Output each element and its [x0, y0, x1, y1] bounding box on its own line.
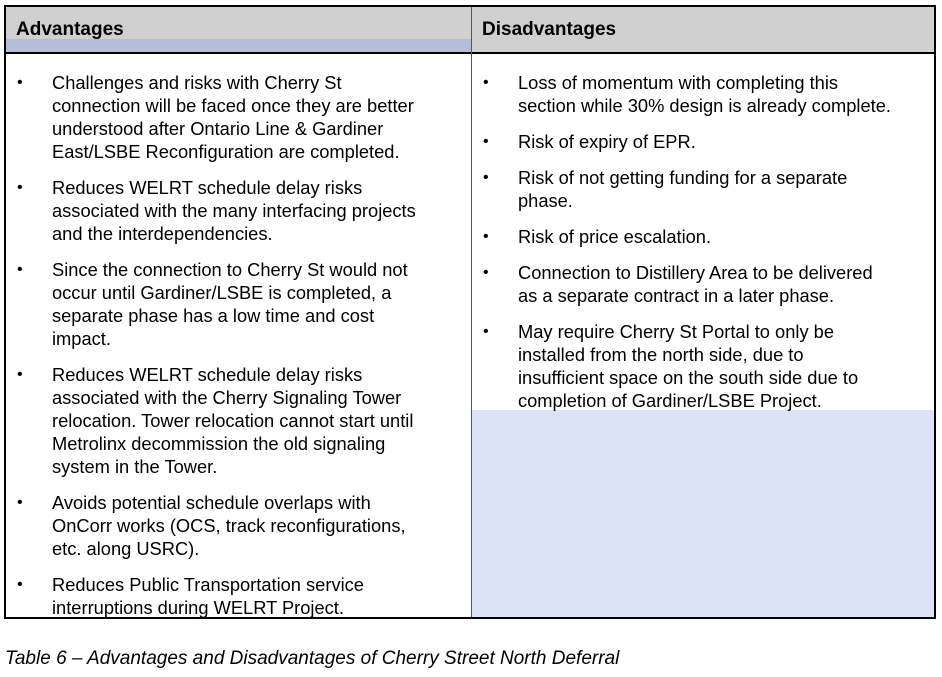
advantage-item [6, 258, 471, 350]
bullet-icon: • [17, 74, 23, 91]
bullet-icon: • [17, 576, 23, 593]
bullet-icon: • [17, 366, 23, 383]
disadvantages-column [472, 7, 934, 617]
advantage-item [6, 573, 471, 619]
disadvantage-item [472, 225, 934, 248]
advantages-header-title: Advantages [16, 19, 124, 40]
list-item-text: Reduces WELRT schedule delay risks associated with the many interfacing projects and the interdependencies. [52, 177, 416, 244]
disadvantages-header-title: Disadvantages [482, 19, 617, 40]
advantages-column [6, 7, 472, 617]
bullet-icon: • [17, 494, 23, 511]
list-item-text: Since the connection to Cherry St would not occur until Gardiner/LSBE is completed, a separate phase has a low time and cost impact. [52, 259, 408, 349]
disadvantages-header [472, 7, 934, 54]
advantage-item [6, 491, 471, 560]
list-item-text: Loss of momentum with completing this section while 30% design is already complete. [518, 72, 891, 116]
disadvantage-item [472, 320, 934, 412]
list-item-text: May require Cherry St Portal to only be installed from the north side, due to insufficient space on the south side due to completion of Gardiner/LSBE Project. [518, 321, 859, 411]
bullet-icon: • [17, 179, 23, 196]
bullet-icon: • [483, 264, 489, 281]
table-caption: Table 6 – Advantages and Disadvantages of Cherry Street North Deferral [5, 648, 620, 669]
disadvantage-item [472, 166, 934, 212]
list-item-text: Risk of not getting funding for a separate phase. [518, 167, 848, 211]
advantages-cell [6, 54, 471, 617]
disadvantages-list [472, 71, 934, 425]
disadvantage-item [472, 261, 934, 307]
disadvantages-cell [472, 54, 934, 617]
list-item-text: Avoids potential schedule overlaps with OnCorr works (OCS, track reconfigurations, etc. along USRC). [52, 492, 406, 559]
bullet-icon: • [483, 74, 489, 91]
advantage-item [6, 176, 471, 245]
disadvantage-item [472, 71, 934, 117]
list-item-text: Reduces WELRT schedule delay risks associated with the Cherry Signaling Tower relocation. Tower relocation cannot start until Metrolinx decommission the old signaling system in the Tower. [52, 364, 414, 477]
shaded-cell-area [472, 410, 934, 617]
bullet-icon: • [483, 169, 489, 186]
bullet-icon: • [483, 133, 489, 150]
disadvantage-item [472, 130, 934, 153]
list-item-text: Challenges and risks with Cherry St connection will be faced once they are better understood after Ontario Line & Gardiner East/LSBE Reconfiguration are completed. [52, 72, 414, 162]
advantages-list [6, 71, 471, 632]
bullet-icon: • [483, 323, 489, 340]
list-item-text: Risk of price escalation. [518, 226, 712, 247]
advantage-item [6, 71, 471, 163]
list-item-text: Risk of expiry of EPR. [518, 131, 696, 152]
list-item-text: Connection to Distillery Area to be delivered as a separate contract in a later phase. [518, 262, 873, 306]
advantages-header [6, 7, 471, 54]
advantages-disadvantages-table [4, 5, 936, 619]
bullet-icon: • [483, 228, 489, 245]
bullet-icon: • [17, 261, 23, 278]
advantage-item [6, 363, 471, 478]
list-item-text: Reduces Public Transportation service interruptions during WELRT Project. [52, 574, 364, 618]
